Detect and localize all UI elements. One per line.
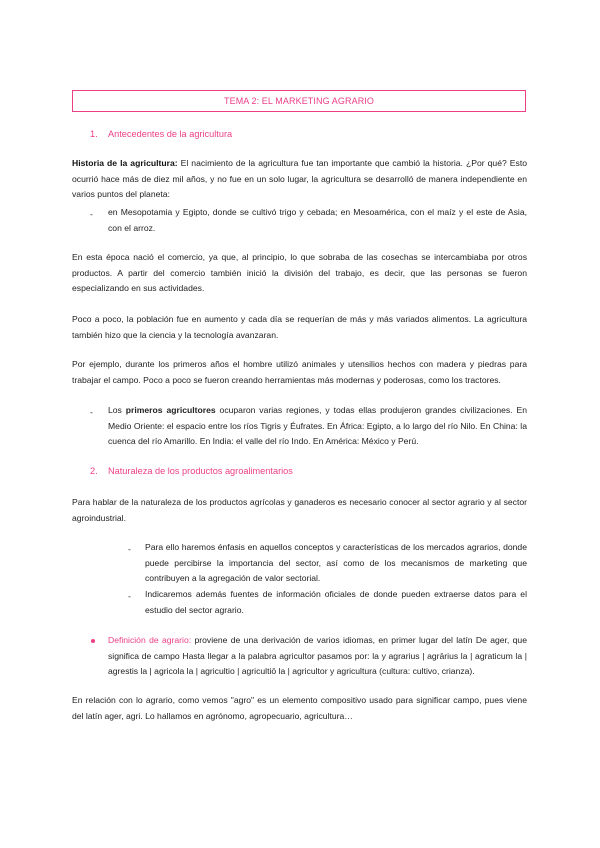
section-heading-1: 1. Antecedentes de la agricultura [90,129,233,139]
section-heading-2: 2. Naturaleza de los productos agroalimentarios [90,466,293,476]
paragraph-history: Historia de la agricultura: El nacimiento de la agricultura fue tan importante que cambió la historia. ¿Por qué? Esto ocurrió hace más de diez mil años, y no fue en un solo lugar, la agricultura se desarrolló de manera independiente en varios puntos del planeta: [72,158,527,200]
bullet-concepts: Para ello haremos énfasis en aquellos conceptos y características de los mercados agrarios, donde puede percibirse la importancia del sector, así como de los mecanismos de marketing que contribuyen a la agregación de valor sectorial. [145,542,527,584]
bullet-regions: en Mesopotamia y Egipto, donde se cultivó trigo y cebada; en Mesoamérica, con el maíz y el este de Asia, con el arroz. [108,207,527,233]
dash-bullet-marker: - [90,209,93,219]
document-title: TEMA 2: EL MARKETING AGRARIO [72,90,526,112]
pink-bullet-dot [91,639,95,643]
paragraph-agro: En relación con lo agrario, como vemos "agro" es un elemento compositivo usado para significar campo, pues viene del latín ager, agri. Lo hallamos en agrónomo, agropecuario, agricultura… [72,695,527,721]
dash-bullet-marker: - [90,407,93,417]
paragraph-tools: Por ejemplo, durante los primeros años el hombre utilizó animales y utensilios hechos con madera y piedras para trabajar el campo. Poco a poco se fueron creando herramientas más modernas y poderosas, como los tractores. [72,359,527,385]
bullet-sources: Indicaremos además fuentes de información oficiales de donde pueden extraerse datos para el estudio del sector agrario. [145,589,527,615]
paragraph-commerce: En esta época nació el comercio, ya que, al principio, lo que sobraba de las cosechas se intercambiaba por otros productos. A partir del comercio también inició la división del trabajo, es decir, que las personas se fueron especializando en sus actividades. [72,252,527,294]
bullet-definition: Definición de agrario: proviene de una derivación de varios idiomas, en primer lugar del latín De ager, que significa de campo Hasta llegar a la palabra agricultor pasamos por: la y agrarius | agrārius la | agraticum la | agrestis la | agricola la | agricultio | agricultiō la | agricultor y agricultura (cultura: cultivo, crianza). [108,635,527,677]
bullet-first-farmers: Los primeros agricultores ocuparon varias regiones, y todas ellas produjeron grandes civilizaciones. En Medio Oriente: el espacio entre los ríos Tigris y Éufrates. En África: Egipto, a lo largo del río Nilo. En China: la cuenca del río Amarillo. En India: el valle del río Indo. En América: México y Perú. [108,405,527,447]
dash-bullet-marker: - [128,544,131,554]
paragraph-nature: Para hablar de la naturaleza de los productos agrícolas y ganaderos es necesario conocer al sector agrario y al sector agroindustrial. [72,497,527,523]
dash-bullet-marker: - [128,591,131,601]
paragraph-population: Poco a poco, la población fue en aumento y cada día se requerían de más y más variados alimentos. La agricultura también hizo que la ciencia y la tecnología avanzaran. [72,314,527,340]
